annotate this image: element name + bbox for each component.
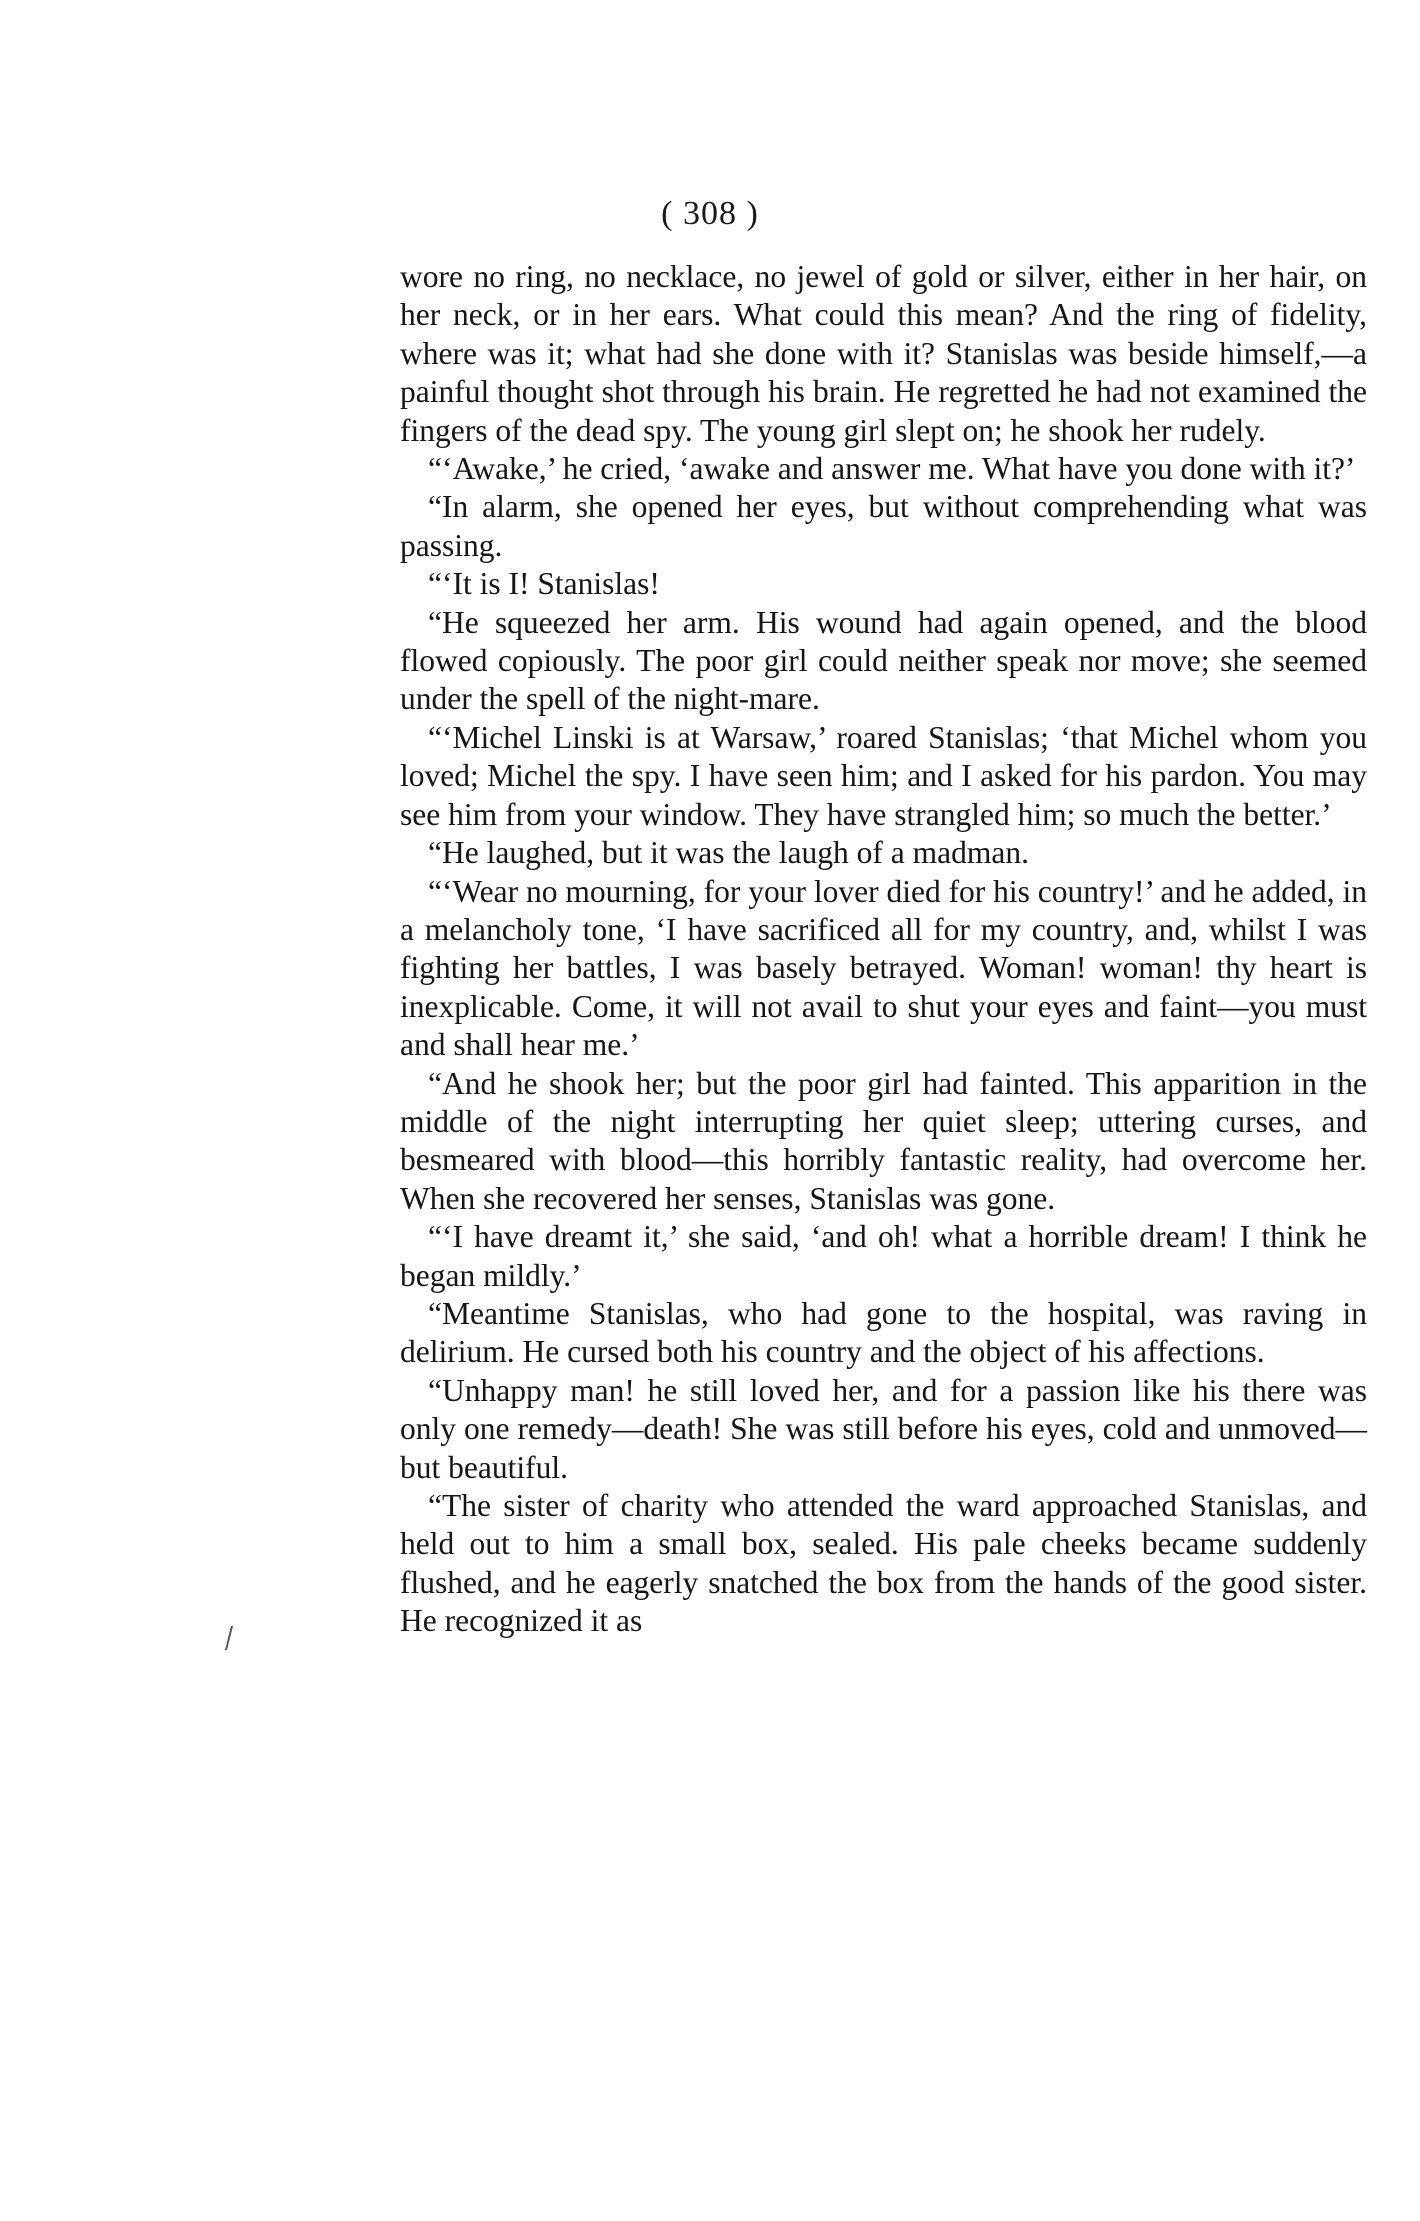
- paragraph: “‘Awake,’ he cried, ‘awake and answer me. What have you done with it?’: [428, 451, 1356, 487]
- paragraph: “The sister of charity who attended the ward approached Stanislas, and held out to him a small box, sealed. His pale cheeks became suddenly flushed, and he eagerly snatched the box from the hands of the good sister. He recognized it as: [400, 1488, 1367, 1639]
- paragraph: “In alarm, she opened her eyes, but without comprehending what was passing.: [400, 489, 1367, 563]
- paragraph: wore no ring, no necklace, no jewel of gold or silver, either in her hair, on her neck, or in her ears. What could this mean? And the ring of fidelity, where was it; what had she done with it? Stanislas was beside himself,—a painful thought shot through his brain. He regretted he had not examined the fingers of the dead spy. The young girl slept on; he shook her rudely.: [400, 259, 1367, 448]
- paragraph: “‘Michel Linski is at Warsaw,’ roared Stanislas; ‘that Michel whom you loved; Michel the spy. I have seen him; and I asked for his pardon. You may see him from your window. They have strangled him; so much the better.’: [400, 719, 1367, 832]
- page-number: ( 308 ): [661, 195, 759, 232]
- paragraph: “Meantime Stanislas, who had gone to the hospital, was raving in delirium. He cursed both his country and the object of his affections.: [400, 1295, 1367, 1370]
- paragraph: “And he shook her; but the poor girl had fainted. This apparition in the middle of the night interrupting her quiet sleep; uttering curses, and besmeared with blood—this horribly fantastic reality, had overcome her. When she recovered her senses, Stanislas was gone.: [400, 1065, 1367, 1216]
- paragraph: “Unhappy man! he still loved her, and for a passion like his there was only one remedy—death! She was still before his eyes, cold and unmoved—but beautiful.: [400, 1372, 1367, 1485]
- margin-pencil-mark: [225, 1626, 233, 1650]
- paragraph: “‘I have dreamt it,’ she said, ‘and oh! what a horrible dream! I think he began mildly.’: [400, 1219, 1367, 1293]
- paragraph: “‘Wear no mourning, for your lover died for his country!’ and he added, in a melancholy tone, ‘I have sacrificed all for my country, and, whilst I was fighting her battles, I was basely betrayed. Woman! woman! thy heart is inexplicable. Come, it will not avail to shut your eyes and faint—you must and shall hear me.’: [400, 873, 1367, 1063]
- paragraph: “He squeezed her arm. His wound had again opened, and the blood flowed copiously. The poor girl could neither speak nor move; she seemed under the spell of the night-mare.: [400, 604, 1367, 717]
- paragraph: “‘It is I! Stanislas!: [428, 566, 660, 602]
- body-text: [400, 258, 1367, 1641]
- paragraph: “He laughed, but it was the laugh of a madman.: [428, 835, 1029, 871]
